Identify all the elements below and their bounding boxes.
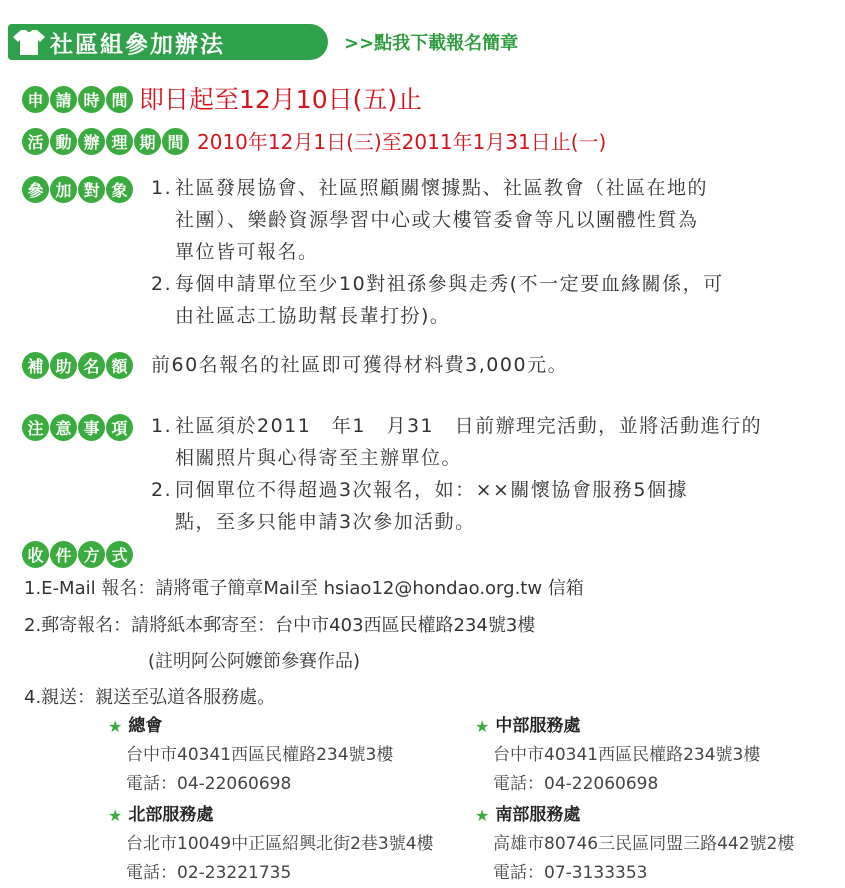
office-north: [108, 801, 434, 888]
badge-char: 時: [78, 86, 105, 113]
item-line: 社區發展協會、社區照顧關懷據點、社區教會（社區在地的: [175, 177, 709, 199]
list-item: [151, 410, 762, 474]
star-icon: ★: [108, 806, 123, 825]
apply-time-row: [22, 86, 422, 114]
tshirt-icon: [8, 24, 50, 60]
submission-mail: 2.郵寄報名：請將紙本郵寄至：台中市403西區民權路234號3樓: [24, 615, 536, 636]
badge-char: 活: [22, 128, 49, 155]
office-central: [475, 712, 760, 799]
office-name: 總會: [128, 716, 163, 736]
office-phone: 電話：02-23221735: [126, 863, 292, 883]
badge-char: 式: [106, 541, 133, 568]
office-address: 台北市10049中正區紹興北街2巷3號4樓: [126, 834, 434, 854]
list-item: [151, 172, 724, 268]
submission-mail-note: (註明阿公阿嬤節參賽作品): [148, 651, 361, 672]
badge-char: 間: [106, 86, 133, 113]
subsidy-text: 前60名報名的社區即可獲得材料費3,000元。: [151, 354, 569, 376]
eligibility-badge: [22, 176, 133, 203]
notes-list: [151, 410, 762, 538]
item-line: 點，至多只能申請3次參加活動。: [175, 511, 476, 533]
subsidy-badge: [22, 352, 133, 379]
period-text: 2010年12月1日(三)至2011年1月31日止(一): [197, 130, 607, 154]
download-brochure-link[interactable]: >>點我下載報名簡章: [344, 33, 519, 54]
submission-in-person: 4.親送：親送至弘道各服務處。: [24, 687, 276, 708]
subsidy-row: [22, 352, 568, 381]
item-number: 1.: [151, 177, 173, 199]
badge-char: 對: [78, 176, 105, 203]
office-phone: 電話：04-22060698: [126, 774, 292, 794]
submission-heading: [22, 541, 133, 568]
page-title: 社區組參加辦法: [50, 31, 225, 58]
submission-email: 1.E-Mail 報名：請將電子簡章Mail至 hsiao12@hondao.org.tw 信箱: [24, 578, 584, 599]
badge-char: 方: [78, 541, 105, 568]
badge-char: 象: [106, 176, 133, 203]
badge-char: 件: [50, 541, 77, 568]
badge-char: 名: [78, 352, 105, 379]
header-banner: [8, 24, 328, 60]
badge-char: 加: [50, 176, 77, 203]
apply-time-text: 即日起至12月10日(五)止: [139, 85, 423, 114]
item-line: 社團）、樂齡資源學習中心或大樓管委會等凡以團體性質為: [175, 209, 699, 231]
office-phone: 電話：04-22060698: [493, 774, 659, 794]
eligibility-row: [22, 176, 724, 332]
list-item: [151, 268, 724, 332]
badge-char: 期: [134, 128, 161, 155]
item-line: 同個單位不得超過3次報名，如：××關懷協會服務5個據: [175, 479, 689, 501]
item-line: 單位皆可報名。: [175, 241, 319, 263]
star-icon: ★: [475, 717, 490, 736]
office-address: 台中市40341西區民權路234號3樓: [126, 745, 394, 765]
badge-char: 間: [162, 128, 189, 155]
badge-char: 請: [50, 86, 77, 113]
office-headquarters: [108, 712, 393, 799]
eligibility-list: [151, 172, 724, 332]
office-name: 北部服務處: [128, 805, 214, 825]
item-line: 由社區志工協助幫長輩打扮)。: [175, 305, 451, 327]
office-name: 中部服務處: [495, 716, 581, 736]
badge-char: 意: [50, 414, 77, 441]
badge-char: 項: [106, 414, 133, 441]
submission-badge: [22, 541, 133, 568]
badge-char: 事: [78, 414, 105, 441]
item-line: 相關照片與心得寄至主辦單位。: [175, 447, 463, 469]
item-line: 社區須於2011 年1 月31 日前辦理完活動，並將活動進行的: [175, 415, 763, 437]
badge-char: 注: [22, 414, 49, 441]
notes-row: [22, 414, 762, 538]
item-number: 1.: [151, 415, 173, 437]
badge-char: 補: [22, 352, 49, 379]
item-number: 2.: [151, 273, 173, 295]
badge-char: 助: [50, 352, 77, 379]
section-header: [8, 22, 518, 62]
office-address: 高雄市80746三民區同盟三路442號2樓: [493, 834, 795, 854]
star-icon: ★: [108, 717, 123, 736]
list-item: [151, 474, 762, 538]
office-phone: 電話：07-3133353: [493, 863, 648, 883]
badge-char: 辦: [78, 128, 105, 155]
notes-badge: [22, 414, 133, 441]
badge-char: 理: [106, 128, 133, 155]
star-icon: ★: [475, 806, 490, 825]
period-row: [22, 128, 606, 156]
badge-char: 額: [106, 352, 133, 379]
office-address: 台中市40341西區民權路234號3樓: [493, 745, 761, 765]
badge-char: 動: [50, 128, 77, 155]
period-badge: [22, 128, 189, 155]
badge-char: 參: [22, 176, 49, 203]
office-name: 南部服務處: [495, 805, 581, 825]
item-line: 每個申請單位至少10對祖孫參與走秀(不一定要血緣關係，可: [175, 273, 724, 295]
apply-time-badge: [22, 86, 133, 113]
office-south: [475, 801, 794, 888]
badge-char: 申: [22, 86, 49, 113]
item-number: 2.: [151, 479, 173, 501]
badge-char: 收: [22, 541, 49, 568]
